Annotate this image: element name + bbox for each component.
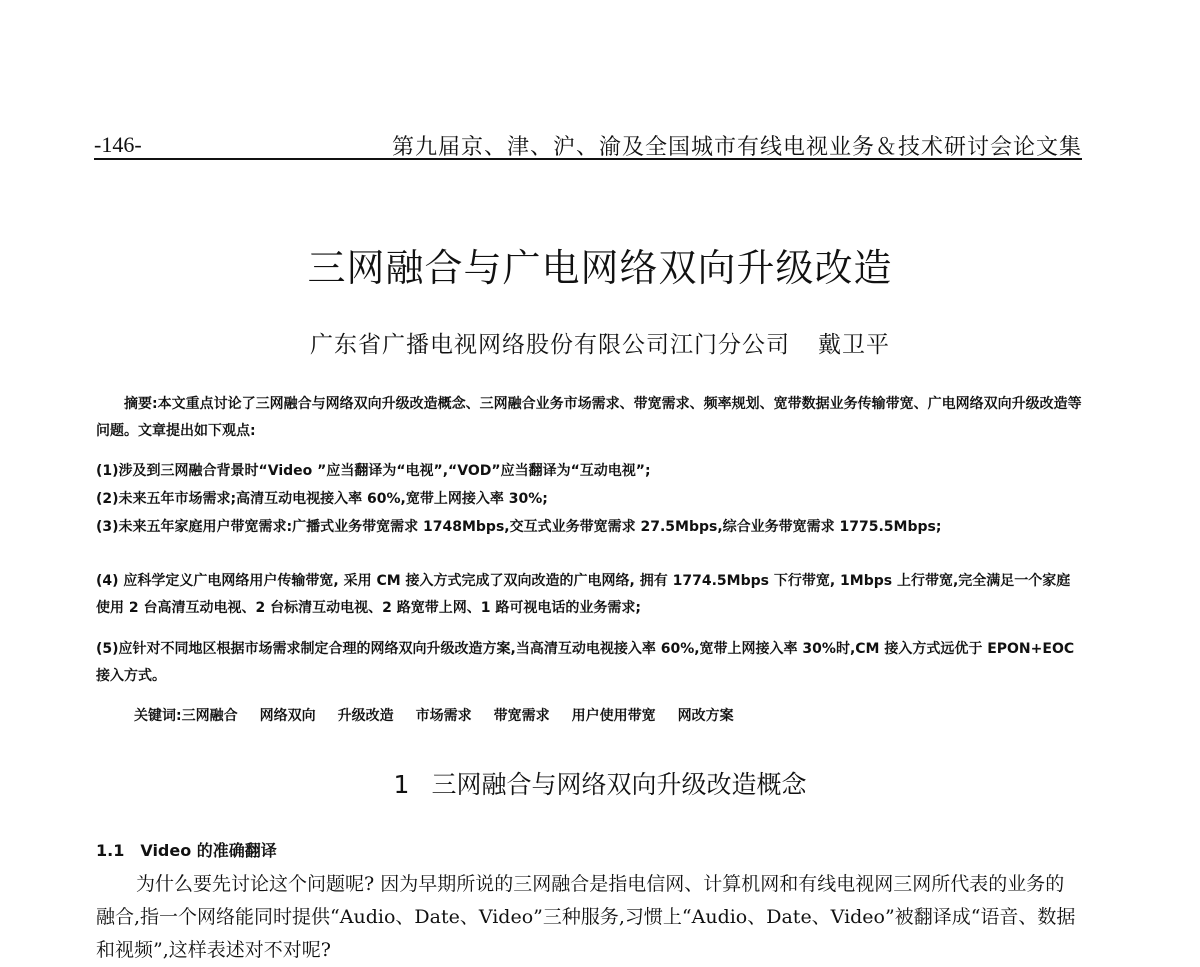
abstract-point: (5)应针对不同地区根据市场需求制定合理的网络双向升级改造方案,当高清互动电视接入率 60%,宽带上网接入率 30%时,CM 接入方式远优于 EPON+EOC 接入方式。 <box>96 641 1075 684</box>
author-name: 戴卫平 <box>818 332 890 358</box>
section-heading <box>0 765 1200 801</box>
abstract-point: (3)未来五年家庭用户带宽需求:广播式业务带宽需求 1748Mbps,交互式业务带宽需求 27.5Mbps,综合业务带宽需求 1775.5Mbps; <box>96 519 942 535</box>
author-affiliation: 广东省广播电视网络股份有限公司江门分公司 <box>310 332 790 358</box>
running-header <box>94 128 1082 160</box>
subsection-heading <box>96 838 277 861</box>
keyword: 网改方案 <box>677 708 734 724</box>
keyword: 网络双向 <box>259 708 316 724</box>
body-text <box>96 868 1082 967</box>
section-number: 1 <box>393 770 410 799</box>
paper-title: 三网融合与广电网络双向升级改造 <box>307 246 893 290</box>
page-number: -146- <box>94 132 142 157</box>
subsection-title: Video 的准确翻译 <box>140 841 277 860</box>
keyword: 三网融合 <box>181 708 238 724</box>
keyword: 升级改造 <box>337 708 394 724</box>
body-paragraph: 为什么要先讨论这个问题呢? 因为早期所说的三网融合是指电信网、计算机网和有线电视网三网所代表的业务的融合,指一个网络能同时提供“Audio、Date、Video”三种服务,习惯上“Audio、Date、Video”被翻译成“语音、数据和视频”,这样表述对不对呢? <box>96 873 1076 961</box>
abstract-point: (4) 应科学定义广电网络用户传输带宽, 采用 CM 接入方式完成了双向改造的广电网络, 拥有 1774.5Mbps 下行带宽, 1Mbps 上行带宽,完全满足一个家庭使用 2 台高清互动电视、2 台标清互动电视、2 路宽带上网、1 路可视电话的业务需求; <box>96 573 1071 616</box>
keyword: 用户使用带宽 <box>571 708 656 724</box>
abstract-point: (1)涉及到三网融合背景时“Video ”应当翻译为“电视”,“VOD”应当翻译为“互动电视”; <box>96 463 651 479</box>
keyword: 带宽需求 <box>493 708 550 724</box>
keywords-line <box>96 703 1120 730</box>
abstract-point: (2)未来五年市场需求;高清互动电视接入率 60%,宽带上网接入率 30%; <box>96 491 548 507</box>
author-line <box>0 326 1200 359</box>
keyword: 市场需求 <box>415 708 472 724</box>
running-title: 第九届京、津、沪、渝及全国城市有线电视业务＆技术研讨会论文集 <box>391 135 1082 160</box>
subsection-number: 1.1 <box>96 841 125 860</box>
section-title: 三网融合与网络双向升级改造概念 <box>431 770 807 799</box>
keywords-label: 关键词: <box>134 708 182 724</box>
abstract-paragraph: 摘要:本文重点讨论了三网融合与网络双向升级改造概念、三网融合业务市场需求、带宽需求、频率规划、宽带数据业务传输带宽、广电网络双向升级改造等问题。文章提出如下观点: <box>96 396 1082 439</box>
